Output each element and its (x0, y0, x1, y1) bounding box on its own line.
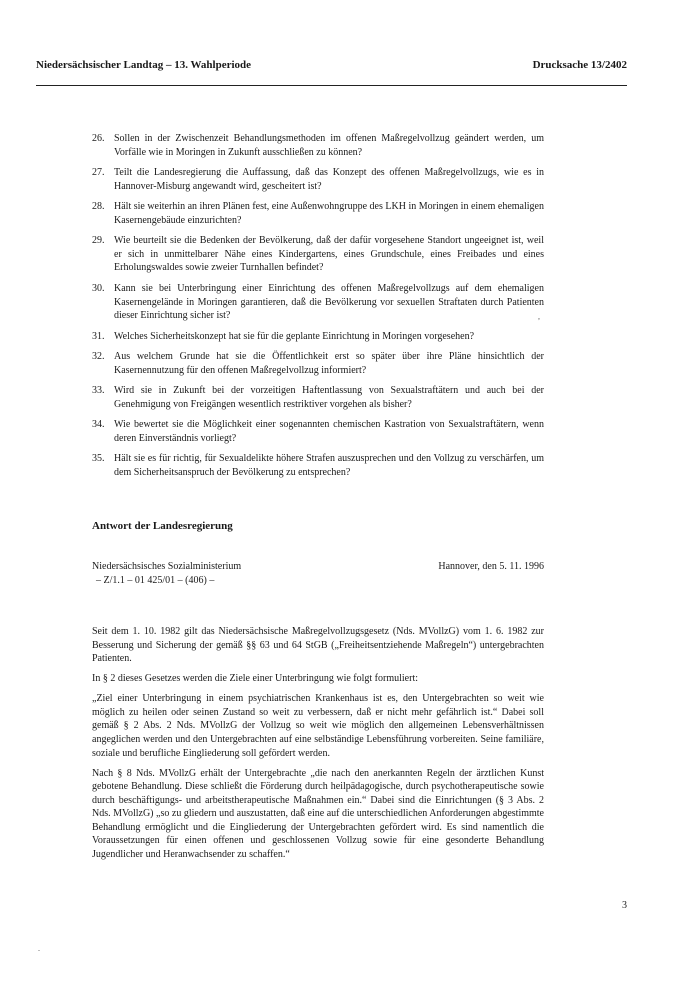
question-number: 27. (92, 167, 105, 179)
list-item (92, 132, 544, 159)
list-item (92, 282, 544, 323)
header-divider (36, 85, 627, 86)
question-text: Wie bewertet sie die Möglichkeit einer sogenannten chemischen Kastration von Sexualstraftätern, wenn deren Einverständnis vorliegt? (114, 419, 544, 444)
ministry-reference: – Z/1.1 – 01 425/01 – (406) – (96, 575, 215, 586)
question-number: 34. (92, 419, 105, 431)
paragraph: Nach § 8 Nds. MVollzG erhält der Untergebrachte „die nach den anerkannten Regeln der ärztlichen Kunst gebotene Behandlung. Diese schließt die Förderung durch heilpädagogische, durch psychotherapeutische sowie durch beschäftigungs- und arbeitstherapeutische Maßnahmen ein.“ Dabei sind die Einrichtungen (§ 3 Abs. 2 Nds. MVollzG) „so zu gliedern und auszustatten, daß eine auf die unterschiedlichen Anforderungen abgestimmte Behandlung ermöglicht und die Eingliederung der Untergebrachten gefördert wird. Es sind namentlich die Voraussetzungen für einen offenen und geschlossenen Vollzug sowie für eine gesonderte Behandlung Jugendlicher und Heranwachsender zu schaffen.“ (92, 767, 544, 861)
list-item (92, 418, 544, 445)
paragraph: „Ziel einer Unterbringung in einem psychiatrischen Krankenhaus ist es, den Untergebrachten so weit wie möglich zu heilen oder seinen Zustand so weit zu verbessern, daß er nicht mehr gefährlich ist.“ Dabei soll gemäß § 2 Abs. 2 Nds. MVollzG der Vollzug so weit wie möglich den allgemeinen Lebensverhältnissen angeglichen werden und den Untergebrachten auf eine selbständige Lebensführung vorbereiten. Seine familiäre, soziale und berufliche Eingliederung soll gefördert werden. (92, 693, 544, 759)
section-heading: Antwort der Landesregierung (92, 520, 233, 532)
list-item (92, 384, 544, 411)
scan-speck: , (538, 312, 540, 321)
ministry-block (92, 560, 241, 588)
question-text: Wird sie in Zukunft bei der vorzeitigen Haftentlassung von Sexualstraftätern und auch bei der Genehmigung von Freigängen wesentlich restriktiver vorgehen als bisher? (114, 385, 544, 410)
paragraph: In § 2 dieses Gesetzes werden die Ziele einer Unterbringung wie folgt formuliert: (92, 673, 419, 685)
question-number: 26. (92, 133, 105, 144)
header-title: Niedersächsischer Landtag – 13. Wahlperiode (36, 59, 252, 71)
page-number: 3 (622, 900, 627, 911)
question-number: 28. (92, 201, 105, 213)
document-number: Drucksache 13/2402 (532, 59, 627, 71)
scan-speck: . (38, 944, 40, 953)
list-item (92, 350, 544, 377)
question-text: Hält sie weiterhin an ihren Plänen fest, eine Außenwohngruppe des LKH in Moringen in einem ehemaligen Kasernengebäude einzurichten? (114, 201, 544, 226)
question-number: 29. (92, 235, 105, 247)
question-text: Kann sie bei Unterbringung einer Einrichtung des offenen Maßregelvollzugs auf dem ehemaligen Kasernengelände in Moringen garantieren, daß die Bevölkerung vor sexuellen Straftaten durch Patienten dieser Einrichtung sicher ist? (114, 282, 544, 322)
question-list (92, 132, 544, 486)
list-item (92, 166, 544, 193)
document-date: Hannover, den 5. 11. 1996 (438, 561, 544, 572)
answer-body (92, 625, 544, 868)
paragraph: Seit dem 1. 10. 1982 gilt das Niedersächsische Maßregelvollzugsgesetz (Nds. MVollzG) vom 1. 6. 1982 zur Besserung und Sicherung der gemäß §§ 63 und 64 StGB („Freiheitsentziehende Maßregeln“) untergebrachten Patienten. (92, 626, 544, 665)
list-item (92, 330, 544, 344)
question-text: Aus welchem Grunde hat sie die Öffentlichkeit erst so später über ihre Pläne hinsichtlich der Kasernennutzung für den offenen Maßregelvollzug informiert? (114, 351, 544, 376)
question-number: 30. (92, 282, 105, 294)
list-item (92, 200, 544, 227)
question-text: Sollen in der Zwischenzeit Behandlungsmethoden im offenen Maßregelvollzug geändert werden, um Vorfälle wie in Moringen in Zukunft ausschließen zu können? (114, 133, 544, 158)
list-item (92, 234, 544, 275)
question-text: Welches Sicherheitskonzept hat sie für die geplante Einrichtung in Moringen vorgesehen? (114, 330, 475, 342)
question-number: 32. (92, 351, 105, 363)
question-number: 33. (92, 385, 105, 397)
list-item (92, 452, 544, 479)
question-text: Teilt die Landesregierung die Auffassung, daß das Konzept des offenen Maßregelvollzugs, wie es in Hannover-Misburg angewandt wird, gescheitert ist? (114, 167, 544, 192)
ministry-name: Niedersächsisches Sozialministerium (92, 561, 242, 572)
question-number: 35. (92, 453, 105, 465)
question-text: Hält sie es für richtig, für Sexualdelikte höhere Strafen auszusprechen und den Vollzug zu verschärfen, um dem Sicherheitsanspruch der Bevölkerung zu entsprechen? (114, 453, 544, 478)
question-text: Wie beurteilt sie die Bedenken der Bevölkerung, daß der dafür vorgesehene Standort ungeeignet ist, weil er sich in unmittelbarer Nähe eines Kindergartens, eines Grundschule, eines Freibades und eines Erholungswaldes sowie zweier Turnhallen befindet? (114, 235, 544, 274)
question-number: 31. (92, 330, 105, 342)
